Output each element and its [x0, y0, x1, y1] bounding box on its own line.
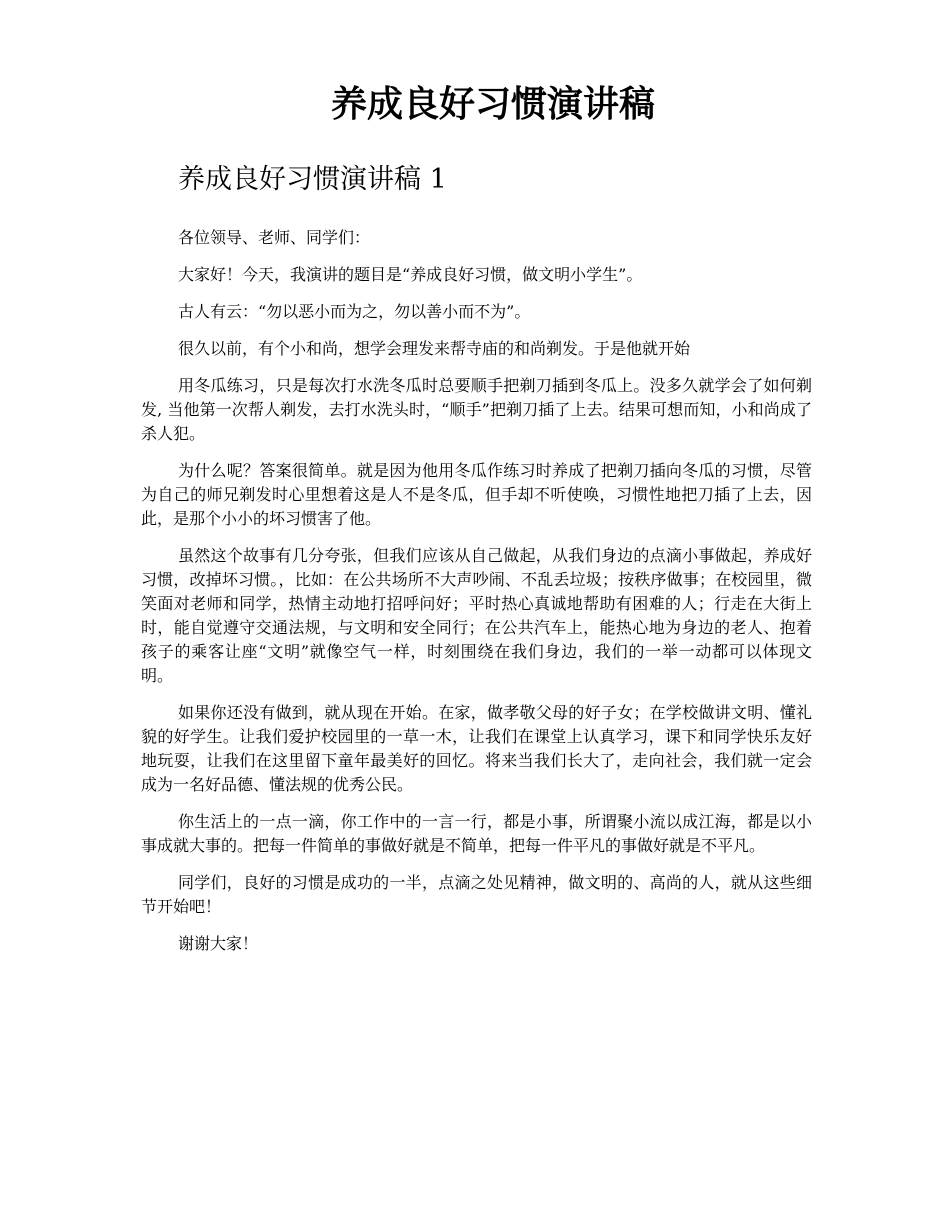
paragraph-story-intro: 很久以前，有个小和尚，想学会理发来帮寺庙的和尚剃发。于是他就开始	[178, 339, 691, 358]
paragraph-examples: 虽然这个故事有几分夸张，但我们应该从自己做起，从我们身边的点滴小事做起，养成好习惯，改掉坏习惯。，比如：在公共场所不大声吵闹、不乱丢垃圾；按秩序做事；在校园里，微笑面对老师和同学，热情主动地打招呼问好；平时热心真诚地帮助有困难的人；行走在大街上时，能自觉遵守交通法规，与文明和安全同行；在公共汽车上，能热心地为身边的老人、抱着孩子的乘客让座“文明”就像空气一样，时刻围绕在我们身边，我们的一举一动都可以体现文明。	[141, 546, 812, 685]
paragraph-proverb: 古人有云：“勿以恶小而为之，勿以善小而不为”。	[178, 302, 531, 321]
paragraph-greeting: 大家好！今天，我演讲的题目是“养成良好习惯，做文明小学生”。	[178, 265, 643, 284]
paragraph-thanks: 谢谢大家！	[178, 934, 259, 953]
paragraph-small-things: 你生活上的一点一滴，你工作中的一言一行，都是小事，所谓聚小流以成江海，都是以小事成就大事的。把每一件简单的事做好就是不简单，把每一件平凡的事做好就是不平凡。	[141, 812, 812, 855]
paragraph-salutation: 各位领导、老师、同学们：	[178, 228, 371, 247]
speech-body	[141, 226, 812, 969]
paragraph-conclusion: 同学们，良好的习惯是成功的一半，点滴之处见精神，做文明的、高尚的人，就从这些细节开始吧！	[141, 873, 812, 916]
document-title: 养成良好习惯演讲稿	[330, 83, 655, 125]
section-heading: 养成良好习惯演讲稿 1	[178, 164, 447, 195]
paragraph-explanation: 为什么呢？答案很简单。就是因为他用冬瓜作练习时养成了把剃刀插向冬瓜的习惯，尽管为自己的师兄剃发时心里想着这是人不是冬瓜，但手却不听使唤，习惯性地把刀插了上去，因此，是那个小小的坏习惯害了他。	[141, 461, 812, 528]
paragraph-call-to-action: 如果你还没有做到，就从现在开始。在家，做孝敬父母的好子女；在学校做讲文明、懂礼貌的好学生。让我们爱护校园里的一草一木，让我们在课堂上认真学习，课下和同学快乐友好地玩耍，让我们在这里留下童年最美好的回忆。将来当我们长大了，走向社会，我们就一定会成为一名好品德、懂法规的优秀公民。	[141, 703, 812, 794]
paragraph-story-body: 用冬瓜练习，只是每次打水洗冬瓜时总要顺手把剃刀插到冬瓜上。没多久就学会了如何剃发, 当他第一次帮人剃发，去打水洗头时，“顺手”把剃刀插了上去。结果可想而知，小和尚成了杀人犯。	[141, 376, 812, 443]
